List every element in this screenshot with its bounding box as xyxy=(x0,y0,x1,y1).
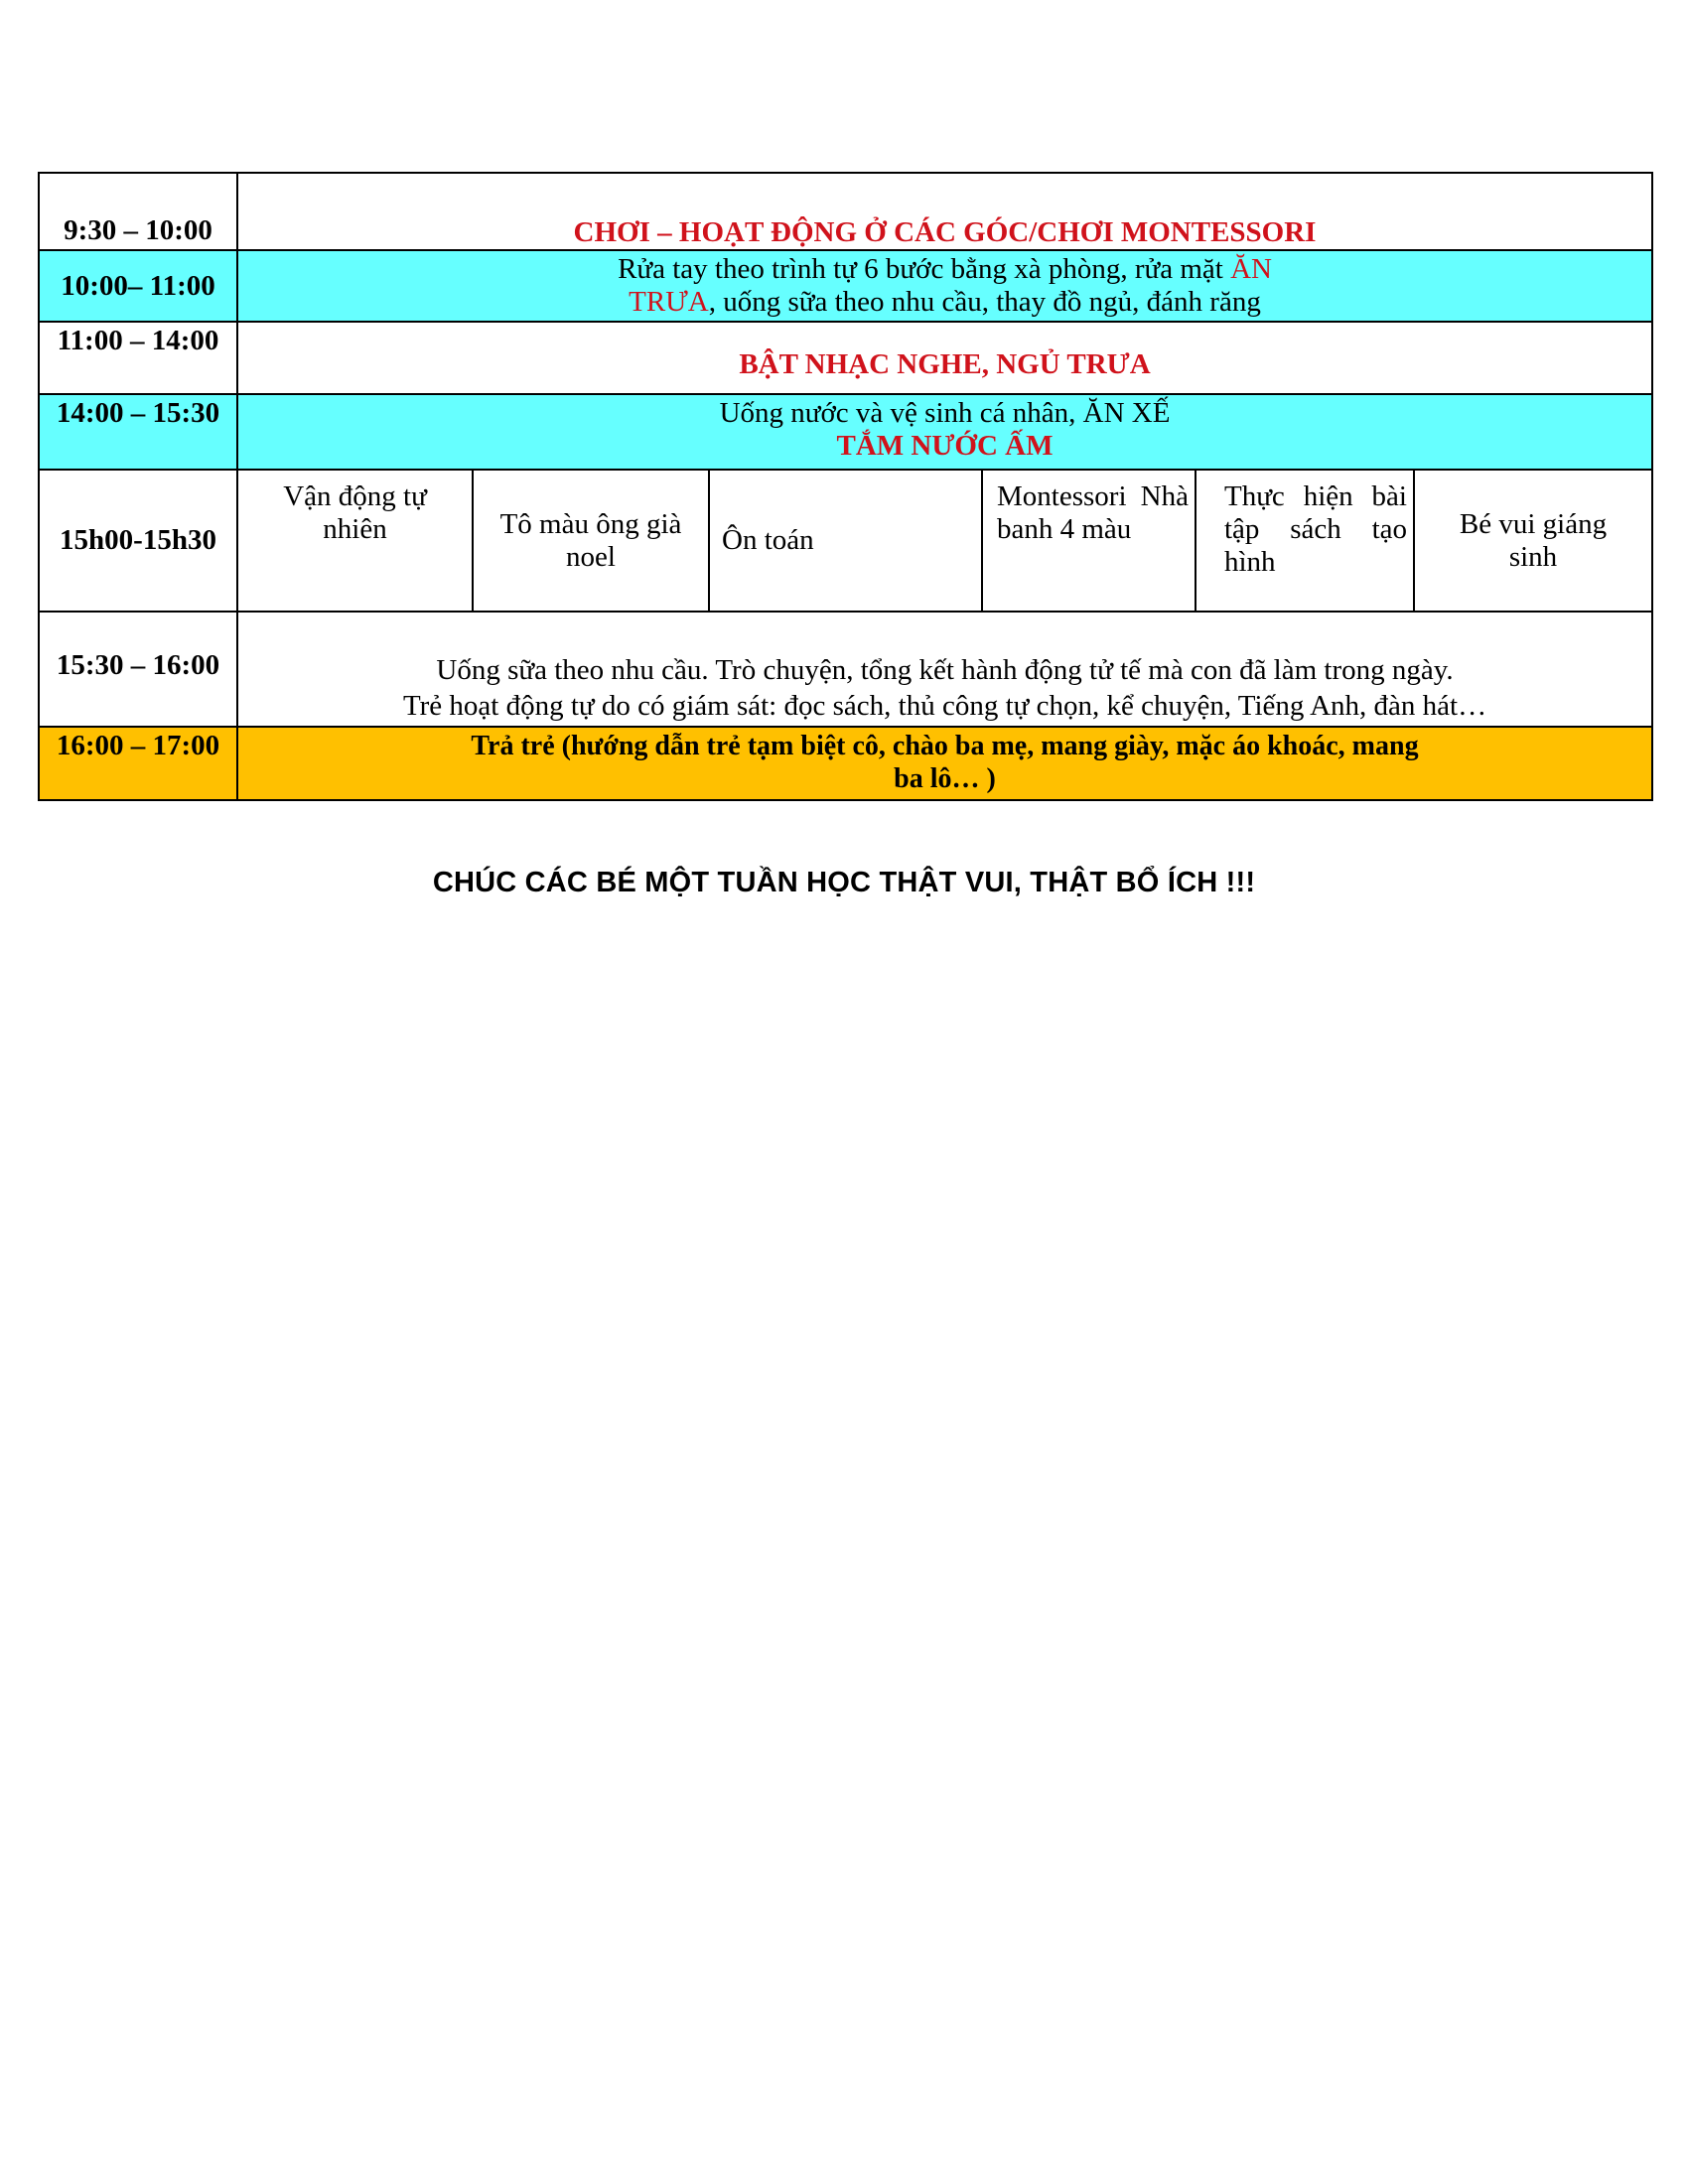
time-label: 11:00 – 14:00 xyxy=(57,325,219,356)
time-cell xyxy=(39,173,237,250)
activity-cell xyxy=(237,250,1652,322)
activity-highlight: ĂN xyxy=(1230,253,1272,285)
activity-text: Thực hiện bài tập sách tạo hình xyxy=(1224,480,1407,578)
activity-cell xyxy=(237,173,1652,250)
time-cell xyxy=(39,322,237,394)
activity-highlight: TRƯA xyxy=(629,286,709,318)
activity-cell xyxy=(473,470,709,612)
table-row xyxy=(39,250,1652,322)
time-cell xyxy=(39,470,237,612)
table-row xyxy=(39,394,1652,470)
activity-text: ba lô… ) xyxy=(894,763,996,794)
time-label: 14:00 – 15:30 xyxy=(56,397,220,429)
activity-text: Bé vui giáng sinh xyxy=(1459,507,1608,573)
activity-text: Vận động tự nhiên xyxy=(283,480,427,545)
time-cell xyxy=(39,727,237,800)
activity-cell xyxy=(982,470,1196,612)
activity-text: , uống sữa theo nhu cầu, thay đồ ngủ, đánh răng xyxy=(708,286,1261,318)
table-row xyxy=(39,173,1652,250)
activity-cell xyxy=(237,470,473,612)
activity-text: BẬT NHẠC NGHE, NGỦ TRƯA xyxy=(739,348,1151,380)
activity-cell xyxy=(237,394,1652,470)
activity-text: CHƠI – HOẠT ĐỘNG Ở CÁC GÓC/CHƠI MONTESSORI xyxy=(573,216,1317,248)
table-row xyxy=(39,322,1652,394)
activity-highlight: TẮM NƯỚC ẤM xyxy=(836,430,1054,462)
activity-text: Ôn toán xyxy=(722,524,814,556)
time-cell xyxy=(39,394,237,470)
time-label: 15:30 – 16:00 xyxy=(56,649,220,681)
time-cell xyxy=(39,250,237,322)
activity-cell xyxy=(237,322,1652,394)
activity-text: Trả trẻ (hướng dẫn trẻ tạm biệt cô, chào ba mẹ, mang giày, mặc áo khoác, mang xyxy=(471,731,1419,761)
activity-text: Tô màu ông già noel xyxy=(499,507,682,573)
activity-text: Rửa tay theo trình tự 6 bước bằng xà phòng, rửa mặt xyxy=(618,253,1231,285)
schedule-table xyxy=(38,172,1653,801)
table-row xyxy=(39,470,1652,612)
activity-cell xyxy=(1196,470,1414,612)
time-label: 10:00– 11:00 xyxy=(61,269,215,302)
time-label: 9:30 – 10:00 xyxy=(64,214,212,246)
activity-text: Uống sữa theo nhu cầu. Trò chuyện, tổng kết hành động tử tế mà con đã làm trong ngày. xyxy=(436,654,1454,686)
time-cell xyxy=(39,612,237,727)
table-row xyxy=(39,612,1652,727)
activity-text: Uống nước và vệ sinh cá nhân, ĂN XẾ xyxy=(719,397,1171,429)
activity-text: Montessori Nhà banh 4 màu xyxy=(997,480,1189,545)
activity-cell xyxy=(709,470,982,612)
activity-text: Trẻ hoạt động tự do có giám sát: đọc sách, thủ công tự chọn, kể chuyện, Tiếng Anh, đàn hát… xyxy=(402,690,1487,722)
time-label: 16:00 – 17:00 xyxy=(56,730,220,761)
activity-cell xyxy=(1414,470,1652,612)
closing-message: CHÚC CÁC BÉ MỘT TUẦN HỌC THẬT VUI, THẬT BỔ ÍCH !!! xyxy=(432,867,1256,898)
time-label: 15h00-15h30 xyxy=(60,524,216,556)
activity-cell xyxy=(237,727,1652,800)
table-row xyxy=(39,727,1652,800)
activity-cell xyxy=(237,612,1652,727)
